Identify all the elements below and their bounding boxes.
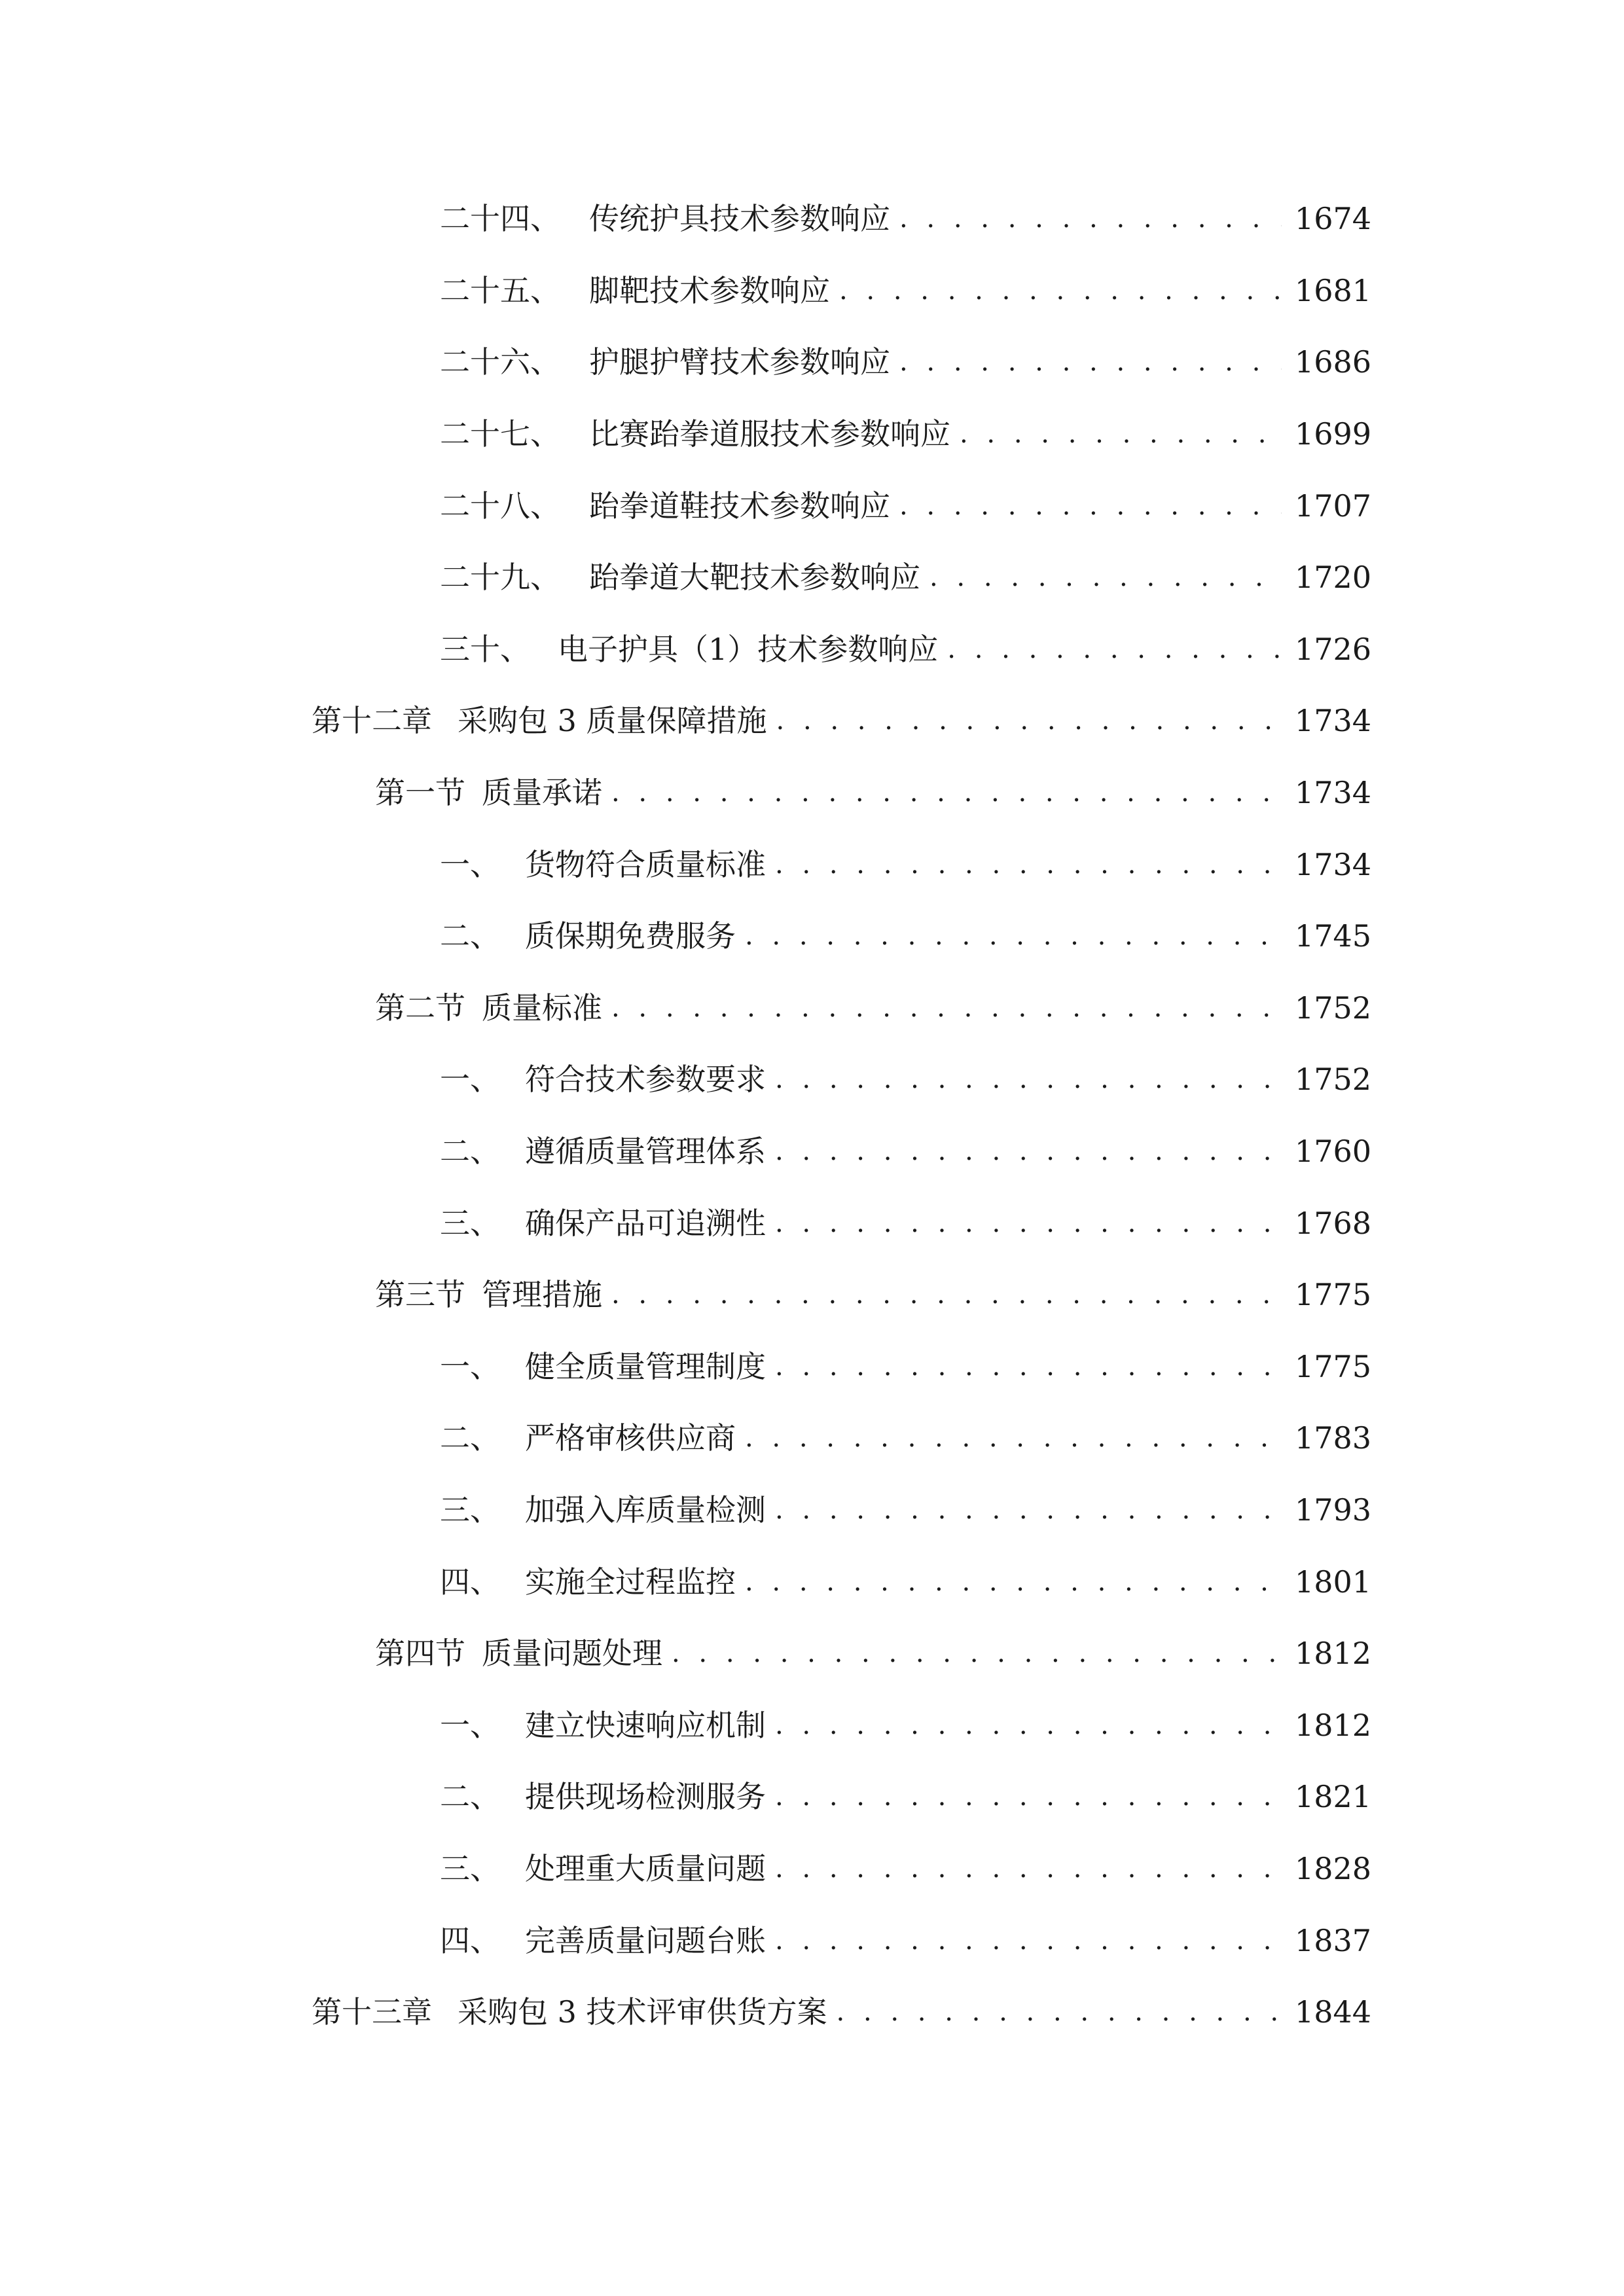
toc-entry-number: 二十六、 xyxy=(440,344,560,380)
toc-chapter-entry[interactable] xyxy=(312,1986,1371,2038)
toc-entry-title: 处理重大质量问题 xyxy=(525,1851,766,1886)
toc-dot-leader xyxy=(960,408,1282,460)
toc-entry-page: 1812 xyxy=(1294,1636,1371,1671)
toc-entry-number: 三、 xyxy=(440,1206,500,1241)
toc-dot-leader xyxy=(745,1556,1282,1608)
toc-entry-page: 1837 xyxy=(1294,1923,1371,1958)
toc-dot-leader xyxy=(611,1268,1282,1321)
toc-entry-page: 1707 xyxy=(1294,488,1371,524)
toc-entry[interactable] xyxy=(440,408,1371,460)
toc-entry-title: 质保期免费服务 xyxy=(525,918,736,954)
toc-dot-leader xyxy=(775,1197,1282,1249)
toc-entry[interactable] xyxy=(440,1556,1371,1608)
toc-entry-number: 一、 xyxy=(440,1062,500,1097)
toc-entry-title: 跆拳道鞋技术参数响应 xyxy=(589,488,890,524)
toc-entry-number: 一、 xyxy=(440,1708,500,1743)
toc-entry[interactable] xyxy=(440,551,1371,603)
toc-entry-number: 第三节 xyxy=(375,1277,465,1312)
toc-dot-leader xyxy=(775,1914,1282,1967)
toc-entry[interactable] xyxy=(440,1125,1371,1177)
toc-dot-leader xyxy=(611,982,1282,1034)
toc-entry-page: 1783 xyxy=(1294,1420,1371,1456)
toc-dot-leader xyxy=(775,1340,1282,1393)
toc-entry-page: 1768 xyxy=(1294,1206,1371,1241)
toc-entry-page: 1752 xyxy=(1294,990,1371,1026)
toc-entry-title: 电子护具（1）技术参数响应 xyxy=(558,632,939,667)
toc-dot-leader xyxy=(899,336,1282,388)
toc-entry-number: 四、 xyxy=(440,1564,500,1600)
toc-dot-leader xyxy=(775,1699,1282,1751)
toc-dot-leader xyxy=(837,1986,1282,2038)
toc-entry-number: 第一节 xyxy=(375,775,465,810)
toc-entry-title: 加强入库质量检测 xyxy=(525,1492,766,1528)
toc-entry-page: 1726 xyxy=(1294,632,1371,667)
toc-dot-leader xyxy=(611,766,1282,819)
toc-entry-title: 质量标准 xyxy=(482,990,602,1026)
toc-entry[interactable] xyxy=(440,910,1371,962)
toc-entry-page: 1745 xyxy=(1294,918,1371,954)
toc-dot-leader xyxy=(745,1412,1282,1464)
toc-entry-title: 跆拳道大靶技术参数响应 xyxy=(589,560,920,595)
toc-entry[interactable] xyxy=(440,623,1371,675)
toc-entry-title: 遵循质量管理体系 xyxy=(525,1134,766,1169)
toc-entry-title: 完善质量问题台账 xyxy=(525,1923,766,1958)
toc-entry[interactable] xyxy=(440,264,1371,317)
toc-entry-title: 健全质量管理制度 xyxy=(525,1349,766,1384)
toc-entry-title: 货物符合质量标准 xyxy=(525,847,766,882)
toc-entry-page: 1686 xyxy=(1294,344,1371,380)
toc-entry-page: 1760 xyxy=(1294,1134,1371,1169)
toc-entry-number: 第四节 xyxy=(375,1636,465,1671)
toc-entry-title: 传统护具技术参数响应 xyxy=(589,201,890,236)
toc-entry-page: 1734 xyxy=(1294,775,1371,810)
toc-entry-title: 脚靶技术参数响应 xyxy=(589,273,830,308)
toc-entry-page: 1828 xyxy=(1294,1851,1371,1886)
toc-entry-page: 1734 xyxy=(1294,703,1371,738)
toc-dot-leader xyxy=(899,192,1282,245)
toc-entry-number: 二十九、 xyxy=(440,560,560,595)
toc-entry[interactable] xyxy=(440,480,1371,532)
toc-entry-title: 比赛跆拳道服技术参数响应 xyxy=(589,416,950,452)
toc-entry-number: 二、 xyxy=(440,1134,500,1169)
toc-entry[interactable] xyxy=(440,1053,1371,1105)
toc-dot-leader xyxy=(745,910,1282,962)
toc-entry-page: 1821 xyxy=(1294,1779,1371,1814)
toc-entry-number: 一、 xyxy=(440,847,500,882)
toc-entry-number: 三、 xyxy=(440,1492,500,1528)
toc-entry[interactable] xyxy=(440,1197,1371,1249)
toc-entry-title: 管理措施 xyxy=(482,1277,602,1312)
toc-entry-number: 三十、 xyxy=(440,632,530,667)
toc-entry[interactable] xyxy=(440,1842,1371,1895)
toc-dot-leader xyxy=(775,1125,1282,1177)
toc-dot-leader xyxy=(775,838,1282,891)
toc-chapter-entry[interactable] xyxy=(312,694,1371,747)
toc-entry-page: 1801 xyxy=(1294,1564,1371,1600)
toc-dot-leader xyxy=(775,1484,1282,1536)
toc-entry-title: 质量承诺 xyxy=(482,775,602,810)
toc-entry-number: 二、 xyxy=(440,1420,500,1456)
toc-dot-leader xyxy=(672,1627,1282,1679)
toc-dot-leader xyxy=(776,694,1282,747)
toc-entry[interactable] xyxy=(440,1770,1371,1823)
toc-entry-page: 1844 xyxy=(1294,1994,1371,2030)
toc-entry-number: 第十二章 xyxy=(312,703,432,738)
toc-entry-page: 1752 xyxy=(1294,1062,1371,1097)
toc-entry-page: 1699 xyxy=(1294,416,1371,452)
toc-dot-leader xyxy=(775,1053,1282,1105)
toc-entry-title: 护腿护臂技术参数响应 xyxy=(589,344,890,380)
toc-entry-page: 1812 xyxy=(1294,1708,1371,1743)
toc-entry-title: 质量问题处理 xyxy=(482,1636,662,1671)
toc-entry-page: 1734 xyxy=(1294,847,1371,882)
toc-entry-number: 二十八、 xyxy=(440,488,560,524)
toc-entry-title: 实施全过程监控 xyxy=(525,1564,736,1600)
toc-dot-leader xyxy=(839,264,1282,317)
toc-entry-number: 二、 xyxy=(440,1779,500,1814)
toc-entry-title: 采购包 3 技术评审供货方案 xyxy=(458,1994,827,2030)
toc-entry-number: 三、 xyxy=(440,1851,500,1886)
toc-entry-title: 符合技术参数要求 xyxy=(525,1062,766,1097)
toc-section-entry[interactable] xyxy=(375,982,1371,1034)
toc-dot-leader xyxy=(775,1770,1282,1823)
toc-entry[interactable] xyxy=(440,838,1371,891)
toc-entry-page: 1674 xyxy=(1294,201,1371,236)
toc-entry-page: 1775 xyxy=(1294,1349,1371,1384)
toc-entry-page: 1681 xyxy=(1294,273,1371,308)
toc-entry-number: 第十三章 xyxy=(312,1994,432,2030)
toc-section-entry[interactable] xyxy=(375,766,1371,819)
toc-entry-page: 1720 xyxy=(1294,560,1371,595)
toc-dot-leader xyxy=(947,623,1282,675)
toc-entry-number: 第二节 xyxy=(375,990,465,1026)
toc-entry-page: 1775 xyxy=(1294,1277,1371,1312)
toc-entry-title: 确保产品可追溯性 xyxy=(525,1206,766,1241)
toc-entry-title: 采购包 3 质量保障措施 xyxy=(458,703,767,738)
toc-entry[interactable] xyxy=(440,192,1371,245)
toc-entry[interactable] xyxy=(440,1914,1371,1967)
toc-entry-title: 建立快速响应机制 xyxy=(525,1708,766,1743)
toc-entry-number: 二十四、 xyxy=(440,201,560,236)
toc-dot-leader xyxy=(929,551,1282,603)
toc-section-entry[interactable] xyxy=(375,1268,1371,1321)
toc-entry-number: 二十七、 xyxy=(440,416,560,452)
toc-entry[interactable] xyxy=(440,1412,1371,1464)
toc-entry-number: 二、 xyxy=(440,918,500,954)
toc-entry-number: 一、 xyxy=(440,1349,500,1384)
toc-dot-leader xyxy=(775,1842,1282,1895)
toc-entry-number: 四、 xyxy=(440,1923,500,1958)
toc-entry-title: 严格审核供应商 xyxy=(525,1420,736,1456)
toc-section-entry[interactable] xyxy=(375,1627,1371,1679)
toc-entry[interactable] xyxy=(440,336,1371,388)
toc-entry[interactable] xyxy=(440,1340,1371,1393)
toc-entry[interactable] xyxy=(440,1699,1371,1751)
toc-entry-number: 二十五、 xyxy=(440,273,560,308)
toc-dot-leader xyxy=(899,480,1282,532)
toc-entry[interactable] xyxy=(440,1484,1371,1536)
toc-entry-page: 1793 xyxy=(1294,1492,1371,1528)
toc-entry-title: 提供现场检测服务 xyxy=(525,1779,766,1814)
